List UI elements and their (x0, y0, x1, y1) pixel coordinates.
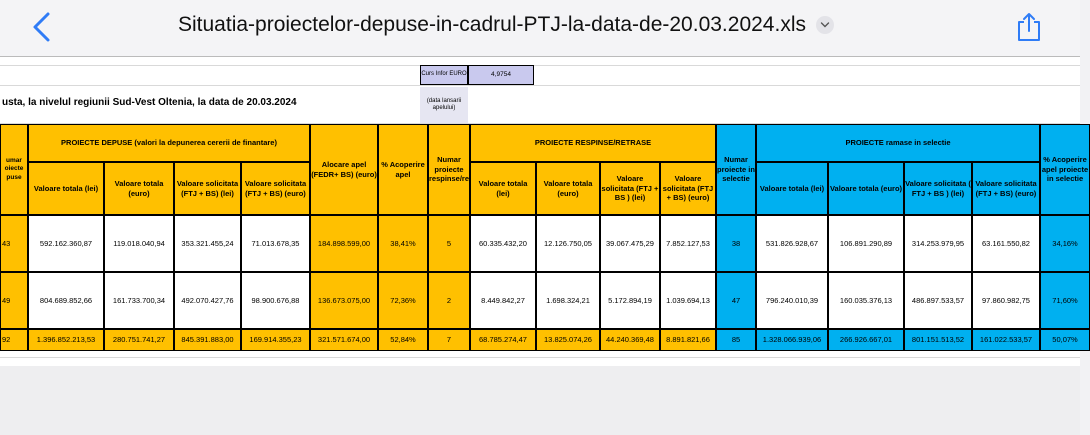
table-cell[interactable]: 7.852.127,53 (660, 215, 716, 272)
r-val-euro-header[interactable]: Valoare totala (euro) (536, 162, 600, 215)
table-cell[interactable]: 106.891.290,89 (828, 215, 904, 272)
table-cell[interactable]: 44.240.369,48 (600, 329, 660, 351)
table-cell[interactable]: 184.898.599,00 (310, 215, 378, 272)
r-val-lei-header[interactable]: Valoare totala (lei) (470, 162, 536, 215)
table-cell[interactable]: 119.018.040,94 (104, 215, 174, 272)
table-cell[interactable]: 804.689.852,66 (28, 272, 104, 329)
depuse-group-header[interactable]: PROIECTE DEPUSE (valori la depunerea cererii de finantare) (28, 124, 310, 162)
table-cell[interactable]: 796.240.010,39 (756, 272, 828, 329)
sol-lei-header[interactable]: Valoare solicitata (FTJ + BS) (lei) (174, 162, 241, 215)
table-cell[interactable]: 5 (428, 215, 470, 272)
table-cell[interactable]: 63.161.550,82 (972, 215, 1040, 272)
table-cell[interactable]: 7 (428, 329, 470, 351)
ramase-group-header[interactable]: PROIECTE ramase in selectie (756, 124, 1040, 162)
share-icon[interactable] (1016, 12, 1042, 42)
val-lei-header[interactable]: Valoare totala (lei) (28, 162, 104, 215)
sol-euro-header[interactable]: Valoare solicitata (FTJ + BS) (euro) (241, 162, 310, 215)
curs-value-cell[interactable]: 4,9754 (468, 65, 534, 85)
table-cell[interactable]: 68.785.274,47 (470, 329, 536, 351)
acoperire-selectie-header[interactable]: % Acoperire apel proiecte in selectie (1040, 124, 1090, 215)
table-cell[interactable]: 72,36% (378, 272, 428, 329)
table-cell[interactable]: 39.067.475,29 (600, 215, 660, 272)
table-cell[interactable]: 280.751.741,27 (104, 329, 174, 351)
file-title[interactable]: Situatia-proiectelor-depuse-in-cadrul-PTJ-la-data-de-20.03.2024.xls (178, 13, 806, 36)
table-cell[interactable]: 71,60% (1040, 272, 1090, 329)
table-cell[interactable]: 13.825.074,26 (536, 329, 600, 351)
val-euro-header[interactable]: Valoare totala (euro) (104, 162, 174, 215)
table-cell[interactable]: 8.449.842,27 (470, 272, 536, 329)
table-cell[interactable]: 161.733.700,34 (104, 272, 174, 329)
sheet-heading[interactable]: usta, la nivelul regiunii Sud-Vest Oltenia, la data de 20.03.2024 (2, 96, 297, 108)
table-cell[interactable]: 321.571.674,00 (310, 329, 378, 351)
table-cell[interactable]: 1.328.066.939,06 (756, 329, 828, 351)
table-cell[interactable]: 266.926.667,01 (828, 329, 904, 351)
top-bar (0, 0, 1080, 56)
table-cell[interactable]: 52,84% (378, 329, 428, 351)
table-cell[interactable]: 353.321.455,24 (174, 215, 241, 272)
table-cell[interactable]: 845.391.883,00 (174, 329, 241, 351)
num-depuse-header[interactable]: umar oiecte puse (0, 124, 28, 215)
table-cell[interactable]: 43 (0, 215, 28, 272)
table-cell[interactable]: 49 (0, 272, 28, 329)
table-cell[interactable]: 38 (716, 215, 756, 272)
file-title-menu[interactable] (178, 13, 834, 37)
table-cell[interactable]: 50,07% (1040, 329, 1090, 351)
table-cell[interactable]: 60.335.432,20 (470, 215, 536, 272)
table-cell[interactable]: 314.253.979,95 (904, 215, 972, 272)
curs-label-cell[interactable]: Curs Infor EURO (420, 65, 468, 85)
table-cell[interactable]: 85 (716, 329, 756, 351)
s-sol-lei-header[interactable]: Valoare solicitata ( FTJ + BS ) (lei) (904, 162, 972, 215)
table-cell[interactable]: 98.900.676,88 (241, 272, 310, 329)
acoperire-header[interactable]: % Acoperire apel (378, 124, 428, 215)
alocare-header[interactable]: Alocare apel (FEDR+ BS) (euro) (310, 124, 378, 215)
chevron-left-icon[interactable] (28, 10, 58, 44)
table-cell[interactable]: 8.891.821,66 (660, 329, 716, 351)
table-cell[interactable]: 1.396.852.213,53 (28, 329, 104, 351)
table-cell[interactable]: 169.914.355,23 (241, 329, 310, 351)
table-cell[interactable]: 97.860.982,75 (972, 272, 1040, 329)
table-cell[interactable]: 160.035.376,13 (828, 272, 904, 329)
num-respinse-header[interactable]: Numar proiecte respinse/re (428, 124, 470, 215)
table-cell[interactable]: 92 (0, 329, 28, 351)
s-val-euro-header[interactable]: Valoare totala (euro) (828, 162, 904, 215)
curs-note-cell[interactable]: (data lansarii apelului) (420, 87, 468, 123)
table-cell[interactable]: 71.013.678,35 (241, 215, 310, 272)
table-cell[interactable]: 161.022.533,57 (972, 329, 1040, 351)
table-cell[interactable]: 492.070.427,76 (174, 272, 241, 329)
table-cell[interactable]: 592.162.360,87 (28, 215, 104, 272)
table-cell[interactable]: 2 (428, 272, 470, 329)
table-cell[interactable]: 38,41% (378, 215, 428, 272)
spreadsheet[interactable] (0, 56, 1089, 367)
table-cell[interactable]: 1.698.324,21 (536, 272, 600, 329)
chevron-down-icon[interactable] (816, 16, 834, 34)
table-cell[interactable]: 801.151.513,52 (904, 329, 972, 351)
s-sol-euro-header[interactable]: Valoare solicitata (FTJ + BS) (euro) (972, 162, 1040, 215)
table-cell[interactable]: 1.039.694,13 (660, 272, 716, 329)
respinse-group-header[interactable]: PROIECTE RESPINSE/RETRASE (470, 124, 716, 162)
bottom-area (0, 366, 1080, 435)
table-cell[interactable]: 531.826.928,67 (756, 215, 828, 272)
table-cell[interactable]: 486.897.533,57 (904, 272, 972, 329)
table-cell[interactable]: 47 (716, 272, 756, 329)
r-sol-euro-header[interactable]: Valoare solicitata (FTJ + BS) (euro) (660, 162, 716, 215)
table-cell[interactable]: 34,16% (1040, 215, 1090, 272)
table-cell[interactable]: 5.172.894,19 (600, 272, 660, 329)
table-cell[interactable]: 12.126.750,05 (536, 215, 600, 272)
table-cell[interactable]: 136.673.075,00 (310, 272, 378, 329)
num-selectie-header[interactable]: Numar proiecte in selectie (716, 124, 756, 215)
r-sol-lei-header[interactable]: Valoare solicitata (FTJ + BS ) (lei) (600, 162, 660, 215)
s-val-lei-header[interactable]: Valoare totala (lei) (756, 162, 828, 215)
